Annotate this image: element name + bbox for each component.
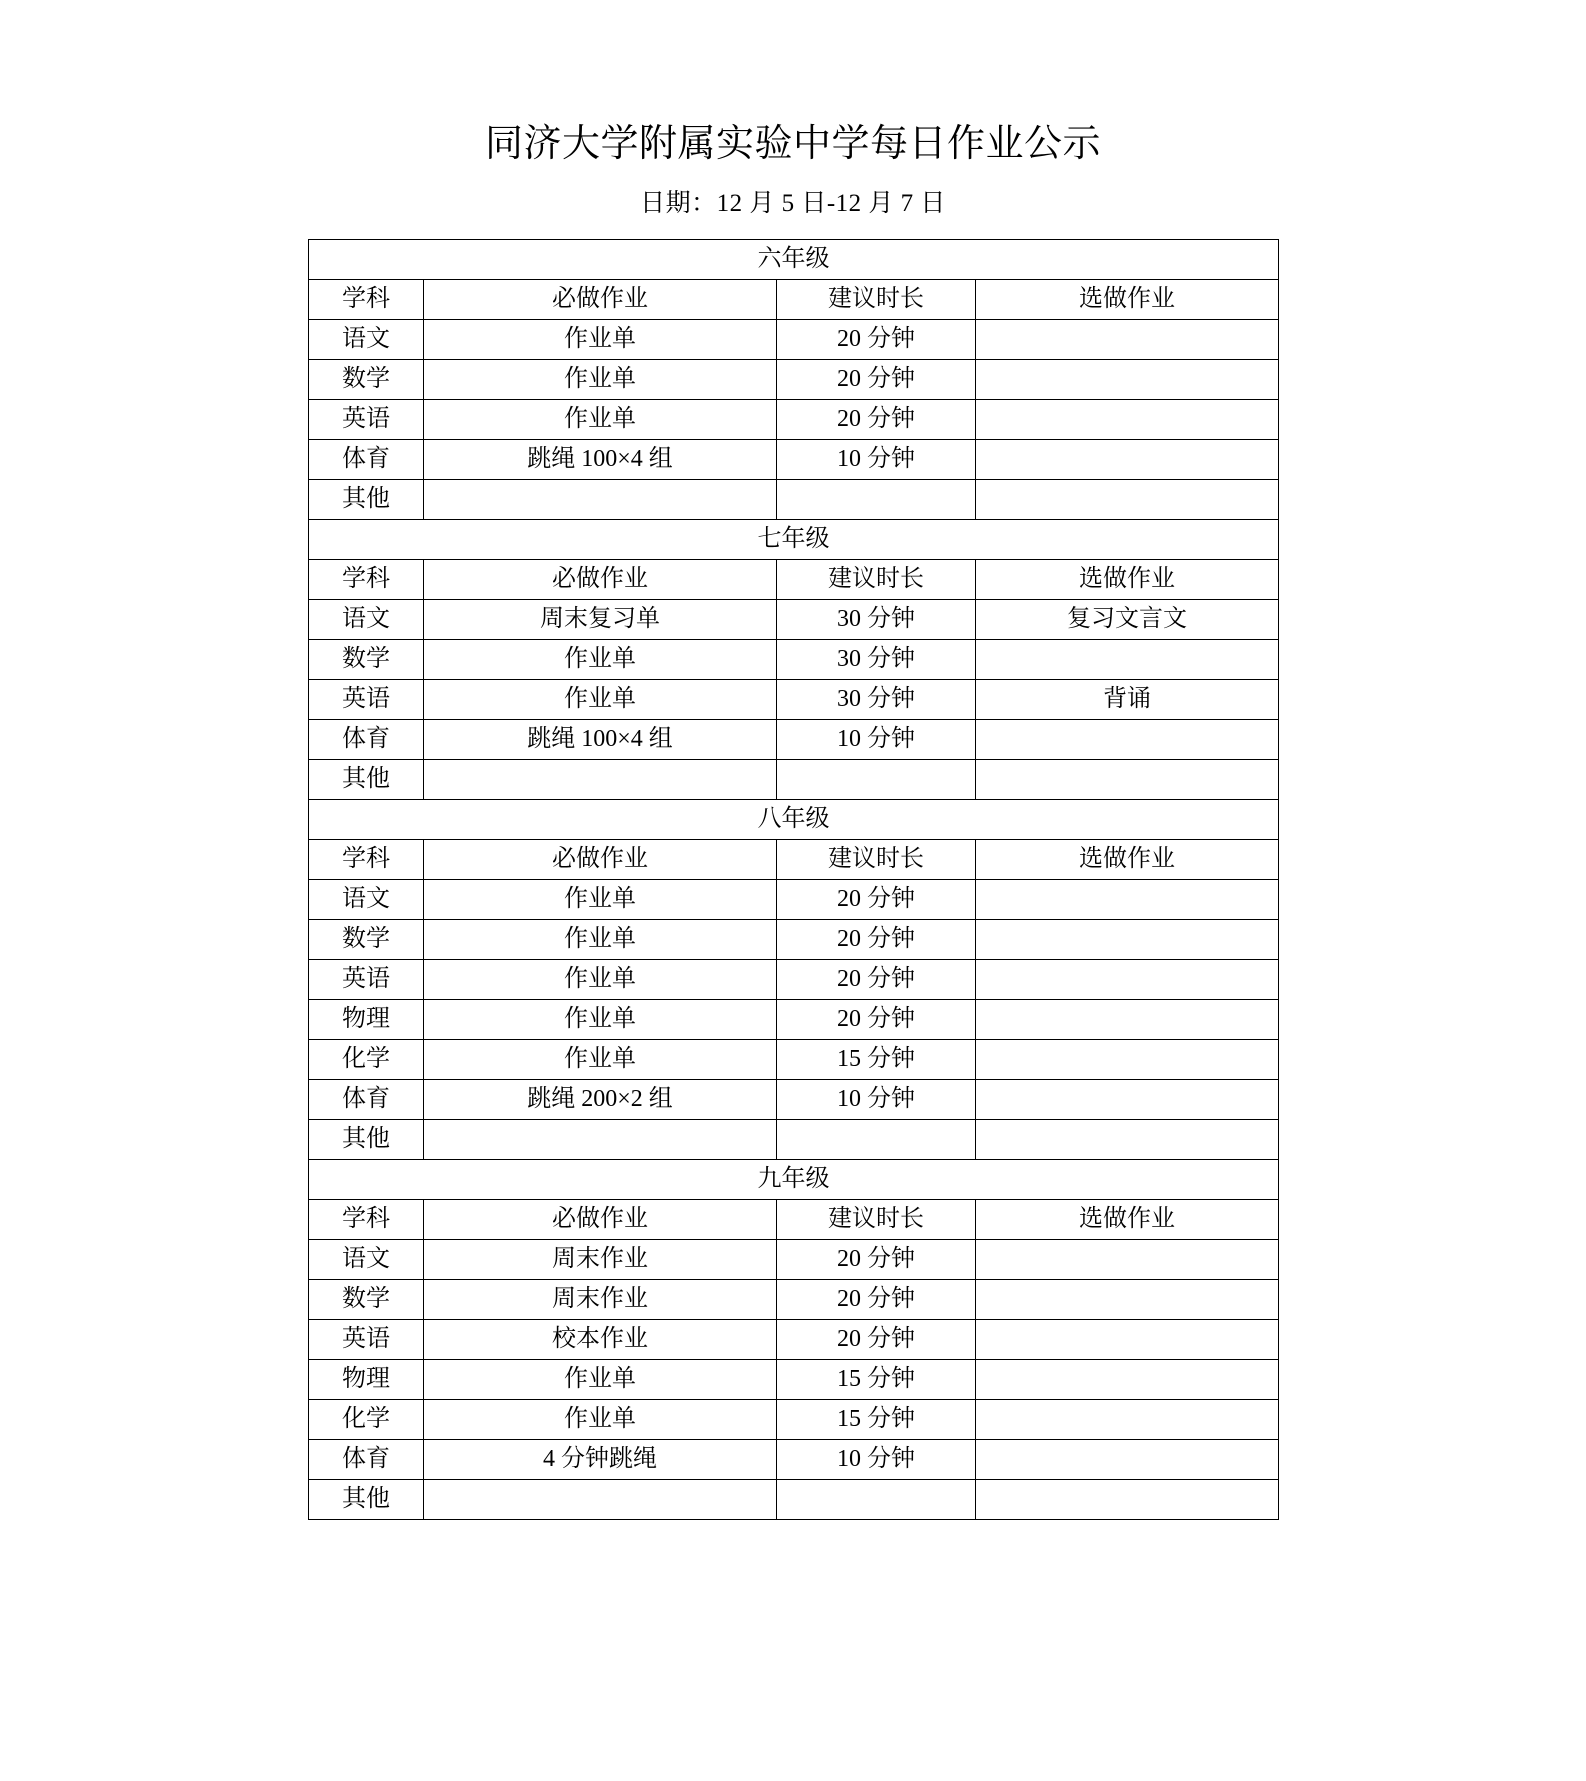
cell-suggested-duration [777, 1480, 976, 1520]
cell-suggested-duration: 15 分钟 [777, 1360, 976, 1400]
cell-suggested-duration: 10 分钟 [777, 440, 976, 480]
cell-subject: 其他 [309, 1480, 424, 1520]
cell-suggested-duration: 20 分钟 [777, 360, 976, 400]
cell-suggested-duration: 20 分钟 [777, 400, 976, 440]
cell-required-homework [424, 760, 777, 800]
cell-subject: 体育 [309, 440, 424, 480]
cell-subject: 数学 [309, 640, 424, 680]
cell-optional-homework [976, 1360, 1279, 1400]
table-row [309, 440, 1279, 480]
cell-subject: 体育 [309, 1080, 424, 1120]
cell-subject: 体育 [309, 1440, 424, 1480]
cell-optional-homework [976, 1280, 1279, 1320]
cell-optional-homework [976, 920, 1279, 960]
cell-optional-homework [976, 320, 1279, 360]
table-row [309, 760, 1279, 800]
table-row [309, 1360, 1279, 1400]
cell-required-homework [424, 1480, 777, 1520]
cell-required-homework: 4 分钟跳绳 [424, 1440, 777, 1480]
cell-optional-homework [976, 1440, 1279, 1480]
column-header-optional: 选做作业 [976, 840, 1279, 880]
cell-suggested-duration: 15 分钟 [777, 1040, 976, 1080]
table-row [309, 880, 1279, 920]
cell-optional-homework: 复习文言文 [976, 600, 1279, 640]
cell-optional-homework [976, 1320, 1279, 1360]
grade-label: 六年级 [309, 240, 1279, 280]
cell-subject: 物理 [309, 1000, 424, 1040]
cell-subject: 物理 [309, 1360, 424, 1400]
cell-suggested-duration: 20 分钟 [777, 1280, 976, 1320]
cell-suggested-duration: 20 分钟 [777, 920, 976, 960]
table-row [309, 1320, 1279, 1360]
page-title: 同济大学附属实验中学每日作业公示 [484, 123, 1101, 165]
cell-suggested-duration: 30 分钟 [777, 600, 976, 640]
column-header-row [309, 1200, 1279, 1240]
grade-section-header-row [309, 1160, 1279, 1200]
cell-optional-homework [976, 440, 1279, 480]
cell-subject: 语文 [309, 880, 424, 920]
homework-table-container [308, 217, 1278, 1520]
cell-required-homework: 作业单 [424, 1040, 777, 1080]
date-range-label: 日期：12 月 5 日-12 月 7 日 [640, 189, 946, 217]
cell-required-homework: 校本作业 [424, 1320, 777, 1360]
table-row [309, 1040, 1279, 1080]
cell-subject: 化学 [309, 1400, 424, 1440]
cell-suggested-duration: 30 分钟 [777, 680, 976, 720]
table-row [309, 360, 1279, 400]
grade-label: 八年级 [309, 800, 1279, 840]
cell-subject: 英语 [309, 680, 424, 720]
cell-subject: 数学 [309, 1280, 424, 1320]
table-row [309, 320, 1279, 360]
table-row [309, 1440, 1279, 1480]
column-header-row [309, 280, 1279, 320]
cell-optional-homework [976, 760, 1279, 800]
cell-required-homework: 跳绳 100×4 组 [424, 720, 777, 760]
cell-subject: 语文 [309, 1240, 424, 1280]
table-row [309, 640, 1279, 680]
column-header-optional: 选做作业 [976, 1200, 1279, 1240]
cell-required-homework: 周末作业 [424, 1280, 777, 1320]
cell-optional-homework [976, 960, 1279, 1000]
cell-optional-homework [976, 1400, 1279, 1440]
column-header-required: 必做作业 [424, 280, 777, 320]
cell-suggested-duration: 10 分钟 [777, 1080, 976, 1120]
cell-suggested-duration: 30 分钟 [777, 640, 976, 680]
cell-optional-homework [976, 1080, 1279, 1120]
cell-required-homework: 作业单 [424, 880, 777, 920]
page-bottom-margin [0, 1520, 1586, 1660]
cell-suggested-duration: 20 分钟 [777, 320, 976, 360]
table-row [309, 1480, 1279, 1520]
table-row [309, 480, 1279, 520]
cell-suggested-duration: 20 分钟 [777, 880, 976, 920]
cell-optional-homework [976, 480, 1279, 520]
cell-optional-homework [976, 1480, 1279, 1520]
table-row [309, 680, 1279, 720]
cell-suggested-duration [777, 760, 976, 800]
cell-optional-homework [976, 1040, 1279, 1080]
grade-section-header-row [309, 240, 1279, 280]
column-header-required: 必做作业 [424, 840, 777, 880]
column-header-duration: 建议时长 [777, 280, 976, 320]
cell-required-homework: 作业单 [424, 320, 777, 360]
table-row [309, 1080, 1279, 1120]
cell-suggested-duration: 20 分钟 [777, 960, 976, 1000]
grade-label: 九年级 [309, 1160, 1279, 1200]
cell-required-homework: 作业单 [424, 400, 777, 440]
column-header-subject: 学科 [309, 560, 424, 600]
column-header-row [309, 840, 1279, 880]
cell-subject: 其他 [309, 1120, 424, 1160]
cell-optional-homework [976, 1000, 1279, 1040]
cell-subject: 英语 [309, 400, 424, 440]
cell-required-homework: 作业单 [424, 680, 777, 720]
cell-suggested-duration: 15 分钟 [777, 1400, 976, 1440]
cell-subject: 语文 [309, 600, 424, 640]
cell-required-homework: 作业单 [424, 1000, 777, 1040]
table-row [309, 1400, 1279, 1440]
cell-suggested-duration: 20 分钟 [777, 1240, 976, 1280]
cell-subject: 数学 [309, 920, 424, 960]
cell-subject: 英语 [309, 960, 424, 1000]
cell-subject: 其他 [309, 760, 424, 800]
cell-suggested-duration [777, 1120, 976, 1160]
homework-table-body [309, 240, 1279, 1520]
table-row [309, 400, 1279, 440]
cell-subject: 其他 [309, 480, 424, 520]
cell-subject: 语文 [309, 320, 424, 360]
homework-table [308, 239, 1279, 1520]
column-header-subject: 学科 [309, 280, 424, 320]
cell-subject: 化学 [309, 1040, 424, 1080]
column-header-required: 必做作业 [424, 560, 777, 600]
column-header-duration: 建议时长 [777, 560, 976, 600]
cell-required-homework: 作业单 [424, 1400, 777, 1440]
cell-required-homework: 作业单 [424, 920, 777, 960]
column-header-duration: 建议时长 [777, 1200, 976, 1240]
cell-suggested-duration: 20 分钟 [777, 1000, 976, 1040]
cell-suggested-duration: 10 分钟 [777, 1440, 976, 1480]
table-row [309, 1240, 1279, 1280]
cell-optional-homework [976, 1120, 1279, 1160]
column-header-duration: 建议时长 [777, 840, 976, 880]
cell-required-homework [424, 1120, 777, 1160]
table-row [309, 960, 1279, 1000]
cell-suggested-duration [777, 480, 976, 520]
grade-label: 七年级 [309, 520, 1279, 560]
column-header-subject: 学科 [309, 840, 424, 880]
grade-section-header-row [309, 520, 1279, 560]
table-row [309, 1280, 1279, 1320]
table-row [309, 600, 1279, 640]
cell-required-homework: 跳绳 100×4 组 [424, 440, 777, 480]
column-header-required: 必做作业 [424, 1200, 777, 1240]
grade-section-header-row [309, 800, 1279, 840]
column-header-row [309, 560, 1279, 600]
cell-suggested-duration: 20 分钟 [777, 1320, 976, 1360]
cell-required-homework: 作业单 [424, 960, 777, 1000]
cell-subject: 体育 [309, 720, 424, 760]
cell-required-homework [424, 480, 777, 520]
cell-subject: 数学 [309, 360, 424, 400]
cell-required-homework: 周末复习单 [424, 600, 777, 640]
cell-required-homework: 作业单 [424, 640, 777, 680]
cell-suggested-duration: 10 分钟 [777, 720, 976, 760]
cell-required-homework: 周末作业 [424, 1240, 777, 1280]
cell-optional-homework [976, 720, 1279, 760]
cell-optional-homework: 背诵 [976, 680, 1279, 720]
table-row [309, 1120, 1279, 1160]
cell-optional-homework [976, 880, 1279, 920]
cell-optional-homework [976, 360, 1279, 400]
cell-required-homework: 跳绳 200×2 组 [424, 1080, 777, 1120]
table-row [309, 720, 1279, 760]
table-row [309, 1000, 1279, 1040]
cell-required-homework: 作业单 [424, 360, 777, 400]
cell-required-homework: 作业单 [424, 1360, 777, 1400]
column-header-optional: 选做作业 [976, 560, 1279, 600]
column-header-subject: 学科 [309, 1200, 424, 1240]
cell-optional-homework [976, 640, 1279, 680]
table-row [309, 920, 1279, 960]
cell-optional-homework [976, 1240, 1279, 1280]
cell-optional-homework [976, 400, 1279, 440]
cell-subject: 英语 [309, 1320, 424, 1360]
column-header-optional: 选做作业 [976, 280, 1279, 320]
